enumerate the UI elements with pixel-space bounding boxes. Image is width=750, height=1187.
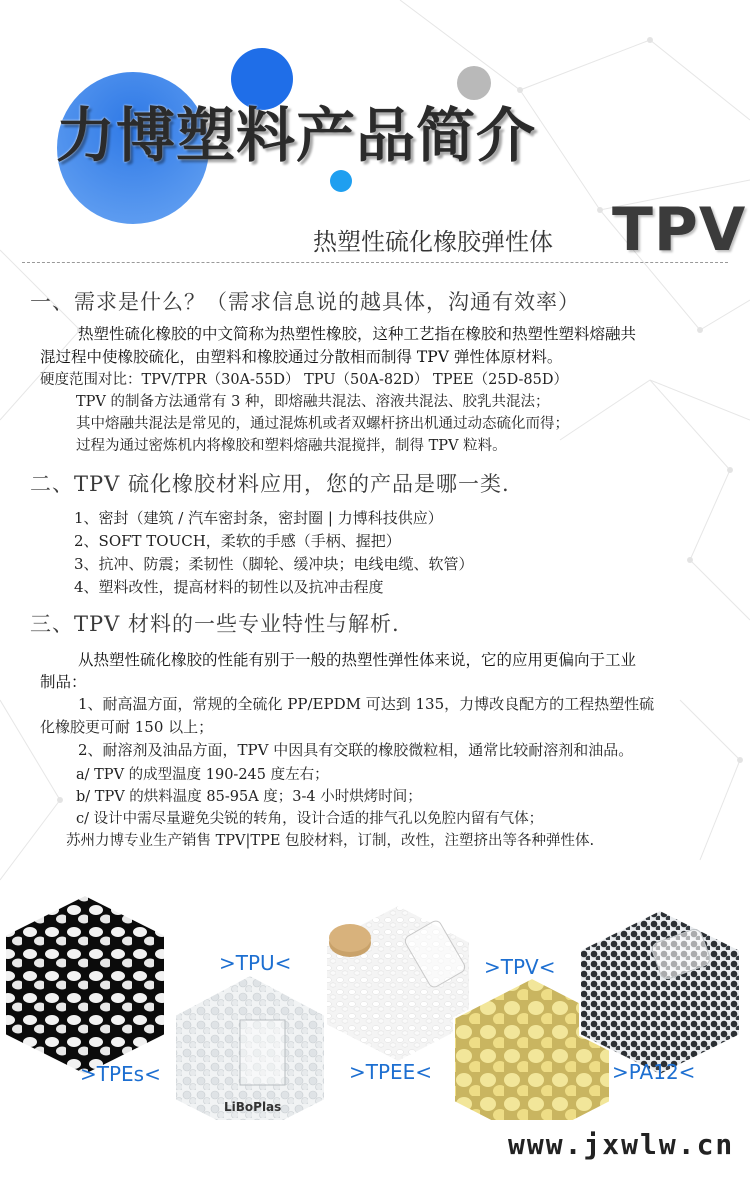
- section-3-line: 苏州力博专业生产销售 TPV|TPE 包胶材料，订制，改性，注塑挤出等各种弹性体.: [66, 833, 595, 849]
- section-1-line: 混过程中使橡胶硫化，由塑料和橡胶通过分散相而制得 TPV 弹性体原材料。: [40, 348, 563, 366]
- page-subtitle: 热塑性硫化橡胶弹性体: [313, 228, 553, 256]
- liboplas-logo: LiBoPlas: [224, 1100, 282, 1114]
- product-label-tpes: >TPEs<: [80, 1062, 161, 1086]
- decor-circle-small: [330, 170, 352, 192]
- section-1-line: 热塑性硫化橡胶的中文简称为热塑性橡胶，这种工艺指在橡胶和热塑性塑料熔融共: [78, 325, 637, 343]
- section-3-line: 化橡胶更可耐 150 以上；: [40, 718, 214, 736]
- section-2-item: 1、密封（建筑 / 汽车密封条，密封圈 | 力博科技供应）: [74, 509, 443, 527]
- section-2-item: 2、SOFT TOUCH，柔软的手感（手柄、握把）: [74, 532, 401, 550]
- section-2-item: 4、塑料改性，提高材料的韧性以及抗冲击程度: [74, 578, 384, 596]
- section-1-line: 硬度范围对比：TPV/TPR（30A-55D） TPU（50A-82D） TPEE（25D-85D）: [40, 372, 568, 388]
- section-3-line: b/ TPV 的烘料温度 85-95A 度；3-4 小时烘烤时间；: [76, 789, 422, 805]
- product-label-tpee: >TPEE<: [349, 1060, 433, 1084]
- page-title: 力博塑料产品简介: [56, 101, 537, 170]
- section-heading-3: 三、TPV 材料的一些专业特性与解析.: [30, 612, 400, 636]
- section-1-line: TPV 的制备方法通常有 3 种，即熔融共混法、溶液共混法、胶乳共混法；: [76, 394, 550, 410]
- section-3-line: a/ TPV 的成型温度 190-245 度左右；: [76, 767, 329, 783]
- divider: [22, 262, 728, 263]
- section-3-line: 1、耐高温方面，常规的全硫化 PP/EPDM 可达到 135，力博改良配方的工程热塑性硫: [78, 695, 655, 713]
- section-1-line: 其中熔融共混法是常见的，通过混炼机或者双螺杆挤出机通过动态硫化而得；: [76, 416, 569, 432]
- section-3-line: 从热塑性硫化橡胶的性能有别于一般的热塑性弹性体来说，它的应用更偏向于工业: [78, 651, 637, 669]
- section-3-line: 制品：: [40, 673, 87, 691]
- section-1-line: 过程为通过密炼机内将橡胶和塑料熔融共混搅拌，制得 TPV 粒料。: [76, 438, 507, 454]
- product-label-tpv: >TPV<: [484, 955, 556, 979]
- section-2-item: 3、抗冲、防震；柔韧性（脚轮、缓冲块；电线电缆、软管）: [74, 555, 474, 573]
- section-heading-1: 一、需求是什么？（需求信息说的越具体，沟通有效率）: [30, 290, 580, 314]
- section-3-line: c/ 设计中需尽量避免尖锐的转角，设计合适的排气孔以免腔内留有气体；: [76, 811, 544, 827]
- tpes-product-image: [5, 895, 165, 1075]
- product-code-heading: TPV: [612, 195, 747, 265]
- website-url: www.jxwlw.cn: [508, 1128, 735, 1161]
- section-3-line: 2、耐溶剂及油品方面，TPV 中因具有交联的橡胶微粒相，通常比较耐溶剂和油品。: [78, 741, 634, 759]
- product-label-pa12: >PA12<: [612, 1060, 696, 1084]
- product-label-tpu: >TPU<: [219, 951, 292, 975]
- section-heading-2: 二、TPV 硫化橡胶材料应用，您的产品是哪一类.: [30, 472, 510, 496]
